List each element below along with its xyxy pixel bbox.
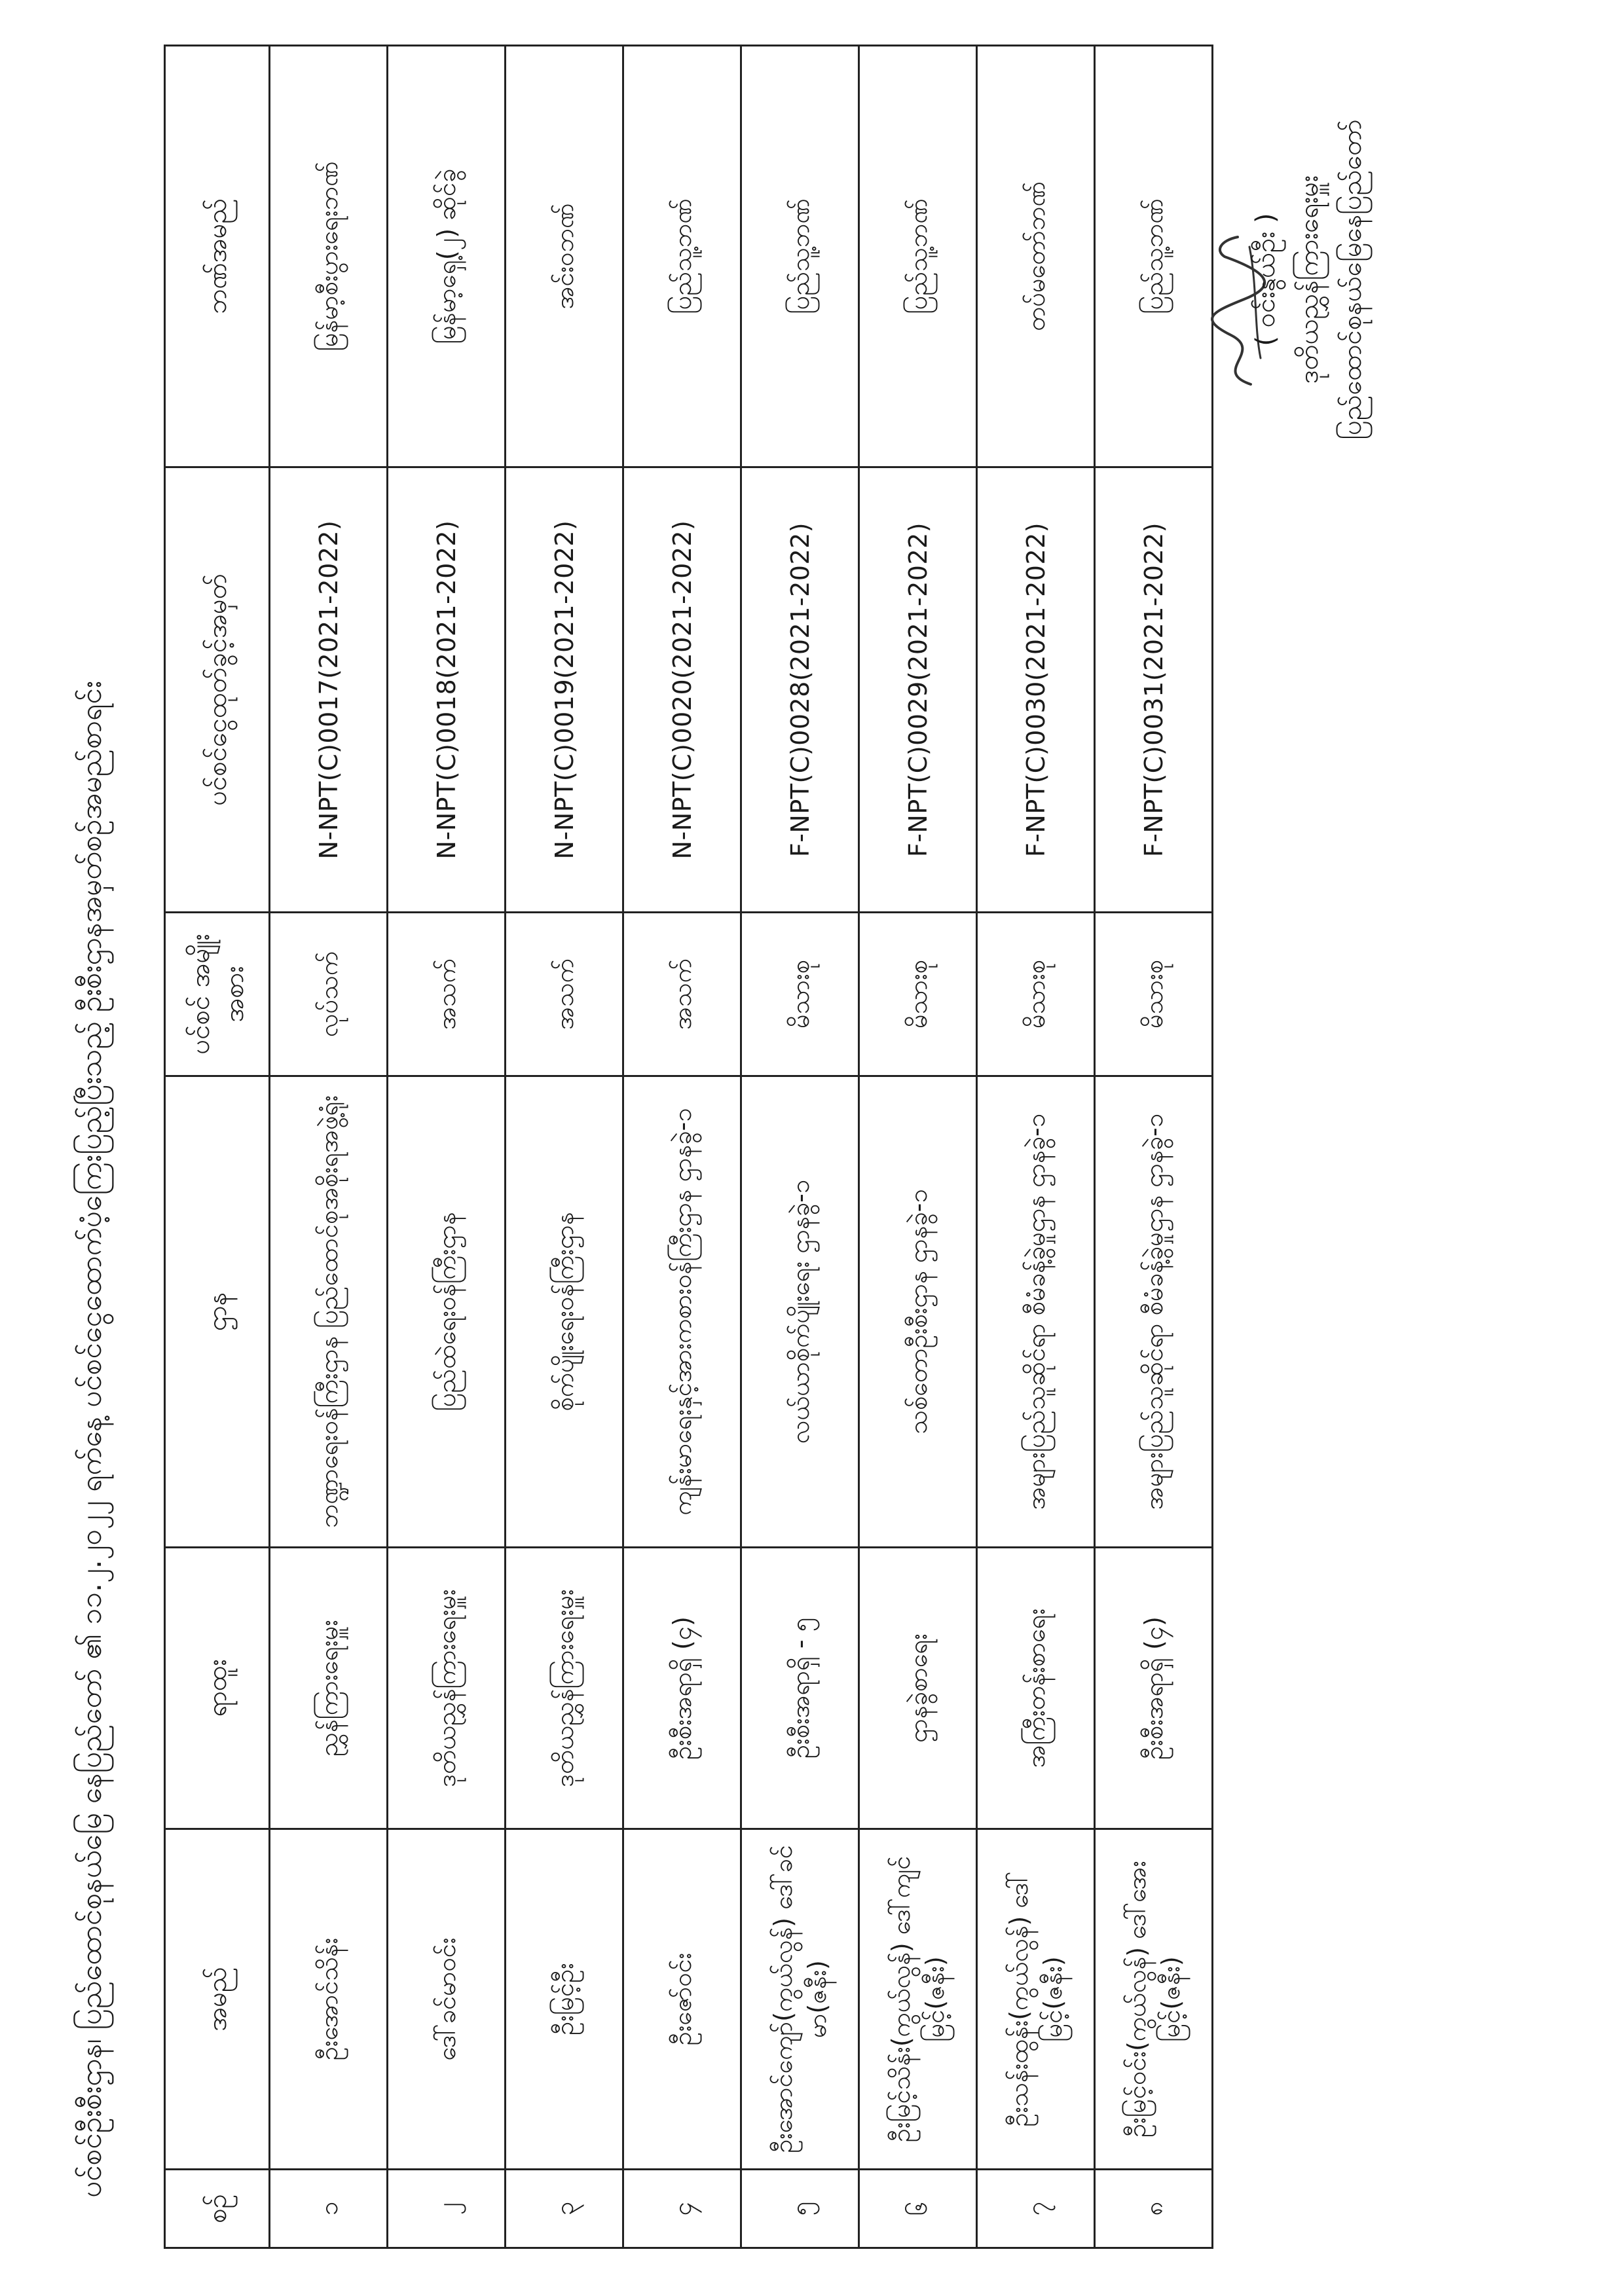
cell-pension-id: F-NPT(C)0031(2021-2022) (1095, 467, 1213, 913)
cell-no: ၂ (388, 2170, 506, 2248)
table-row (859, 46, 977, 2248)
cell-pension-type: မိသားစု (1095, 913, 1213, 1076)
cell-pension-id: N-NPT(C)0020(2021-2022) (623, 467, 741, 913)
cell-no: ၆ (859, 2170, 977, 2248)
cell-rank: ညွှန်ကြားရေးမှူး (270, 1548, 388, 1829)
cell-pension-id: N-NPT(C)0018(2021-2022) (388, 467, 506, 913)
cell-name: ဦးသန်းထွန်း(ကွယ်လွန်) ဒေါ်မြင့်(ဇနီး) (977, 1829, 1095, 2170)
cell-township: မြန်မာ့စီးပွားရေးဘဏ် (270, 46, 388, 467)
cell-name: ဦးမြင့်ဦး (506, 1829, 623, 2170)
cell-office: စိုက်ပျိုးရေးဝန်ကြီးဌာန (506, 1076, 623, 1548)
table-row (388, 46, 506, 2248)
signatory-title: ဒုတိယညွှန်ကြားရေးမှူး (1294, 175, 1324, 384)
header-no: စဉ် (165, 2170, 270, 2248)
cell-no: ၄ (623, 2170, 741, 2248)
cell-name: ဦးမြင့်ဝင်း(ကွယ်လွန်) ဒေါ်အေးမြင့်(ဇနီး) (1095, 1829, 1213, 2170)
cell-rank: ဌာနခွဲစာရေး (859, 1548, 977, 1829)
cell-pension-type: မိသားစု (977, 913, 1095, 1076)
table-row (270, 46, 388, 2248)
cell-pension-id: F-NPT(C)0028(2021-2022) (741, 467, 859, 913)
cell-name: ဒေါ်ခင်မာဝင်း (388, 1829, 506, 2170)
cell-township: တပ်မတော်ဘဏ် (977, 46, 1095, 467)
cell-pension-id: N-NPT(C)0017(2021-2022) (270, 467, 388, 913)
table-row (506, 46, 623, 2248)
cell-pension-id: N-NPT(C)0019(2021-2022) (506, 467, 623, 913)
cell-township: ပြည်သူ့ဘဏ် (741, 46, 859, 467)
cell-pension-type: အသက် (623, 913, 741, 1076)
header-office: ဌာန (165, 1076, 270, 1548)
header-name: အမည် (165, 1829, 270, 2170)
cell-rank: ဒုတိယညွှန်ကြားရေးမှူး (388, 1548, 506, 1829)
cell-pension-id: F-NPT(C)0030(2021-2022) (977, 467, 1095, 913)
signature-block (1244, 31, 1374, 528)
cell-office: သစ်တောဦးစီးဌာန ဌာနခွဲ-၁ (859, 1076, 977, 1548)
table-row (977, 46, 1095, 2248)
cell-township: ပြည်သူ့ဘဏ် (623, 46, 741, 467)
cell-office: အများပြည်သူဆိုင်ရာ စီမံခန့်ခွဲမှုဌာန ဌာနခွဲ-၁ (1095, 1076, 1213, 1548)
cell-township: ပြည်သူ့ဘဏ် (1095, 46, 1213, 467)
cell-no: ၃ (506, 2170, 623, 2248)
document-heading: ပင်စင်ဦးစီးဌာန၊ ပြည်ထောင်စုနယ်မြေ နေပြည်တော် ၏ ၁၁.၂.၂၀၂၂ ရက်နေ့ ပင်စင်ငွေထောက်ပံ့ကြေးပြည့်ပြီးသည့် ဦးစီးဌာနအမှတ်စဉ်အမည်စာရင်း (75, 681, 108, 2198)
cell-rank: ဦးစီးအရာရှိ - ၅ (741, 1548, 859, 1829)
cell-pension-id: F-NPT(C)0029(2021-2022) (859, 467, 977, 913)
cell-no: ၇ (977, 2170, 1095, 2248)
header-rank: ရာထူး (165, 1548, 270, 1829)
cell-name: ဦးမြင့်သိန်း(ကွယ်လွန်) ဒေါ်ကျင်မြင့်(ဇနီး) (859, 1829, 977, 2170)
table-row (1095, 46, 1213, 2248)
cell-office: ပြည်ထဲရေးဝန်ကြီးဌာန (388, 1076, 506, 1548)
header-pension-type: ပင်စင် အမျိုးအစား (165, 913, 270, 1076)
cell-name: ဦးဇော်ဝင်း (623, 1829, 741, 2170)
cell-pension-type: အသက် (388, 913, 506, 1076)
table-row (741, 46, 859, 2248)
pension-table (164, 45, 1213, 2249)
cell-office: အများပြည်သူဆိုင်ရာ စီမံခန့်ခွဲမှုဌာန ဌာနခွဲ-၁ (977, 1076, 1095, 1548)
cell-rank: အကြီးတန်းစာရေး (977, 1548, 1095, 1829)
signatory-name: ( ဝင်းနွယ်ဦး ) (1251, 213, 1281, 346)
table-header-row (165, 46, 270, 2248)
cell-office: ကျန်းမာရေးနှင့်အားကစားဝန်ကြီးဌာန ဌာနခွဲ-၁ (623, 1076, 741, 1548)
cell-office: လယ်ယာစိုက်ပျိုးရေး ဌာနခွဲ-၁ (741, 1076, 859, 1548)
cell-pension-type: လုပ်သက် (270, 913, 388, 1076)
header-pension-id: ပင်စင်ငွေထုတ်ခွင့်အမှတ် (165, 467, 270, 913)
cell-township: ပြည်သူ့ဘဏ် (859, 46, 977, 467)
cell-rank: ဦးစီးအရာရှိ (၄) (623, 1548, 741, 1829)
cell-pension-type: အသက် (506, 913, 623, 1076)
cell-office: ဘဏ္ဍာရေးဝန်ကြီးဌာန ပြည်ထောင်စုအစိုးရအဖွဲ့ရုံး (270, 1076, 388, 1548)
cell-no: ၈ (1095, 2170, 1213, 2248)
table-row (623, 46, 741, 2248)
cell-no: ၁ (270, 2170, 388, 2248)
cell-no: ၅ (741, 2170, 859, 2248)
cell-pension-type: မိသားစု (741, 913, 859, 1076)
cell-township: မြန်မာ့ရှေ့(၂) ဆိုင်ခွဲ (388, 46, 506, 467)
header-township: ဘဏ်အမည် (165, 46, 270, 467)
signatory-office: ပြည်ထောင်စုနယ်မြေနေပြည်တော် (1337, 119, 1367, 440)
cell-township: အင်းဝဘဏ် (506, 46, 623, 467)
cell-name: ဦးအောင်သိန်း (270, 1829, 388, 2170)
cell-rank: ဦးစီးအရာရှိ (၄) (1095, 1548, 1213, 1829)
cell-pension-type: မိသားစု (859, 913, 977, 1076)
cell-rank: ဒုတိယညွှန်ကြားရေးမှူး (506, 1548, 623, 1829)
cell-name: ဦးအောင်ကျော်(ကွယ်လွန်) ဒေါ်ခင်မာ(ဇနီး) (741, 1829, 859, 2170)
